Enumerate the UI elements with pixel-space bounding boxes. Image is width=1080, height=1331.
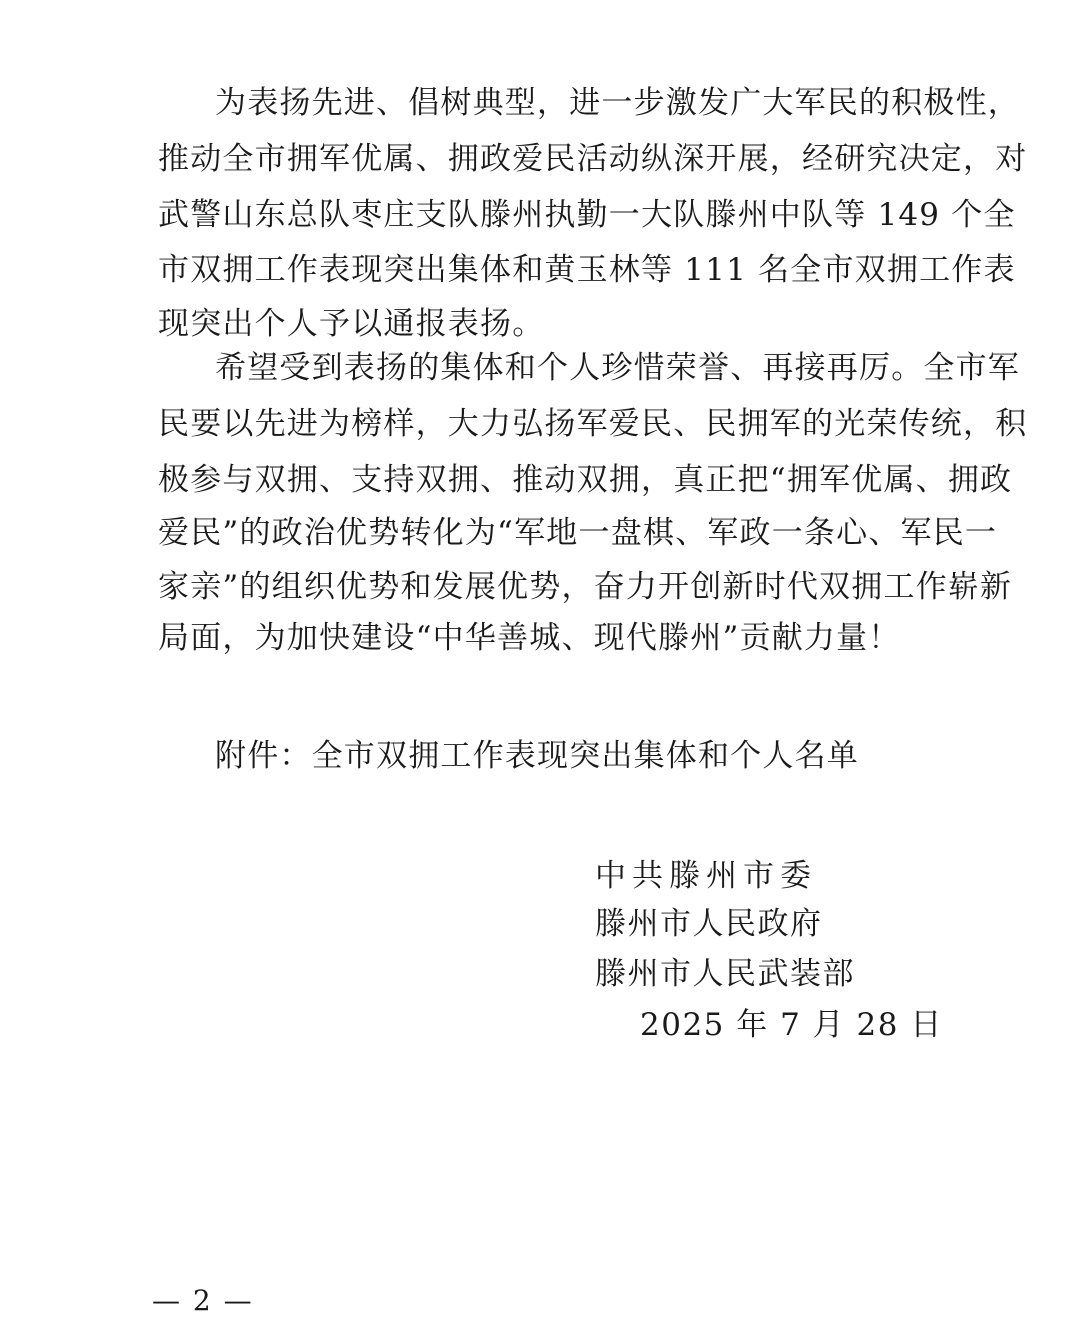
signature-government: 滕州市人民政府: [595, 906, 823, 942]
page-number: — 2 —: [152, 1284, 254, 1317]
paragraph-2-line-5: 家亲”的组织优势和发展优势，奋力开创新时代双拥工作崭新: [158, 569, 1013, 605]
paragraph-1-line-2: 推动全市拥军优属、拥政爱民活动纵深开展，经研究决定，对: [158, 141, 1028, 177]
paragraph-1-line-3: 武警山东总队枣庄支队滕州执勤一大队滕州中队等 149 个全: [158, 197, 1016, 233]
paragraph-1-line-1: 为表扬先进、倡树典型，进一步激发广大军民的积极性，: [215, 85, 1020, 121]
paragraph-2-line-6: 局面，为加快建设“中华善城、现代滕州”贡献力量！: [158, 620, 901, 656]
signature-party-committee: 中共滕州市委: [595, 858, 817, 894]
document-date: 2025 年 7 月 28 日: [640, 1007, 943, 1043]
signature-armed-forces-dept: 滕州市人民武装部: [595, 956, 855, 992]
paragraph-1-line-4: 市双拥工作表现突出集体和黄玉林等 111 名全市双拥工作表: [158, 252, 1016, 288]
paragraph-2-line-2: 民要以先进为榜样，大力弘扬军爱民、民拥军的光荣传统，积: [158, 406, 1028, 442]
paragraph-1-line-5: 现突出个人予以通报表扬。: [158, 306, 545, 342]
paragraph-2-line-1: 希望受到表扬的集体和个人珍惜荣誉、再接再厉。全市军: [215, 350, 1020, 386]
paragraph-2-line-3: 极参与双拥、支持双拥、推动双拥，真正把“拥军优属、拥政: [158, 462, 1013, 498]
paragraph-2-line-4: 爱民”的政治优势转化为“军地一盘棋、军政一条心、军民一: [158, 515, 998, 551]
attachment-note: 附件：全市双拥工作表现突出集体和个人名单: [215, 738, 859, 774]
